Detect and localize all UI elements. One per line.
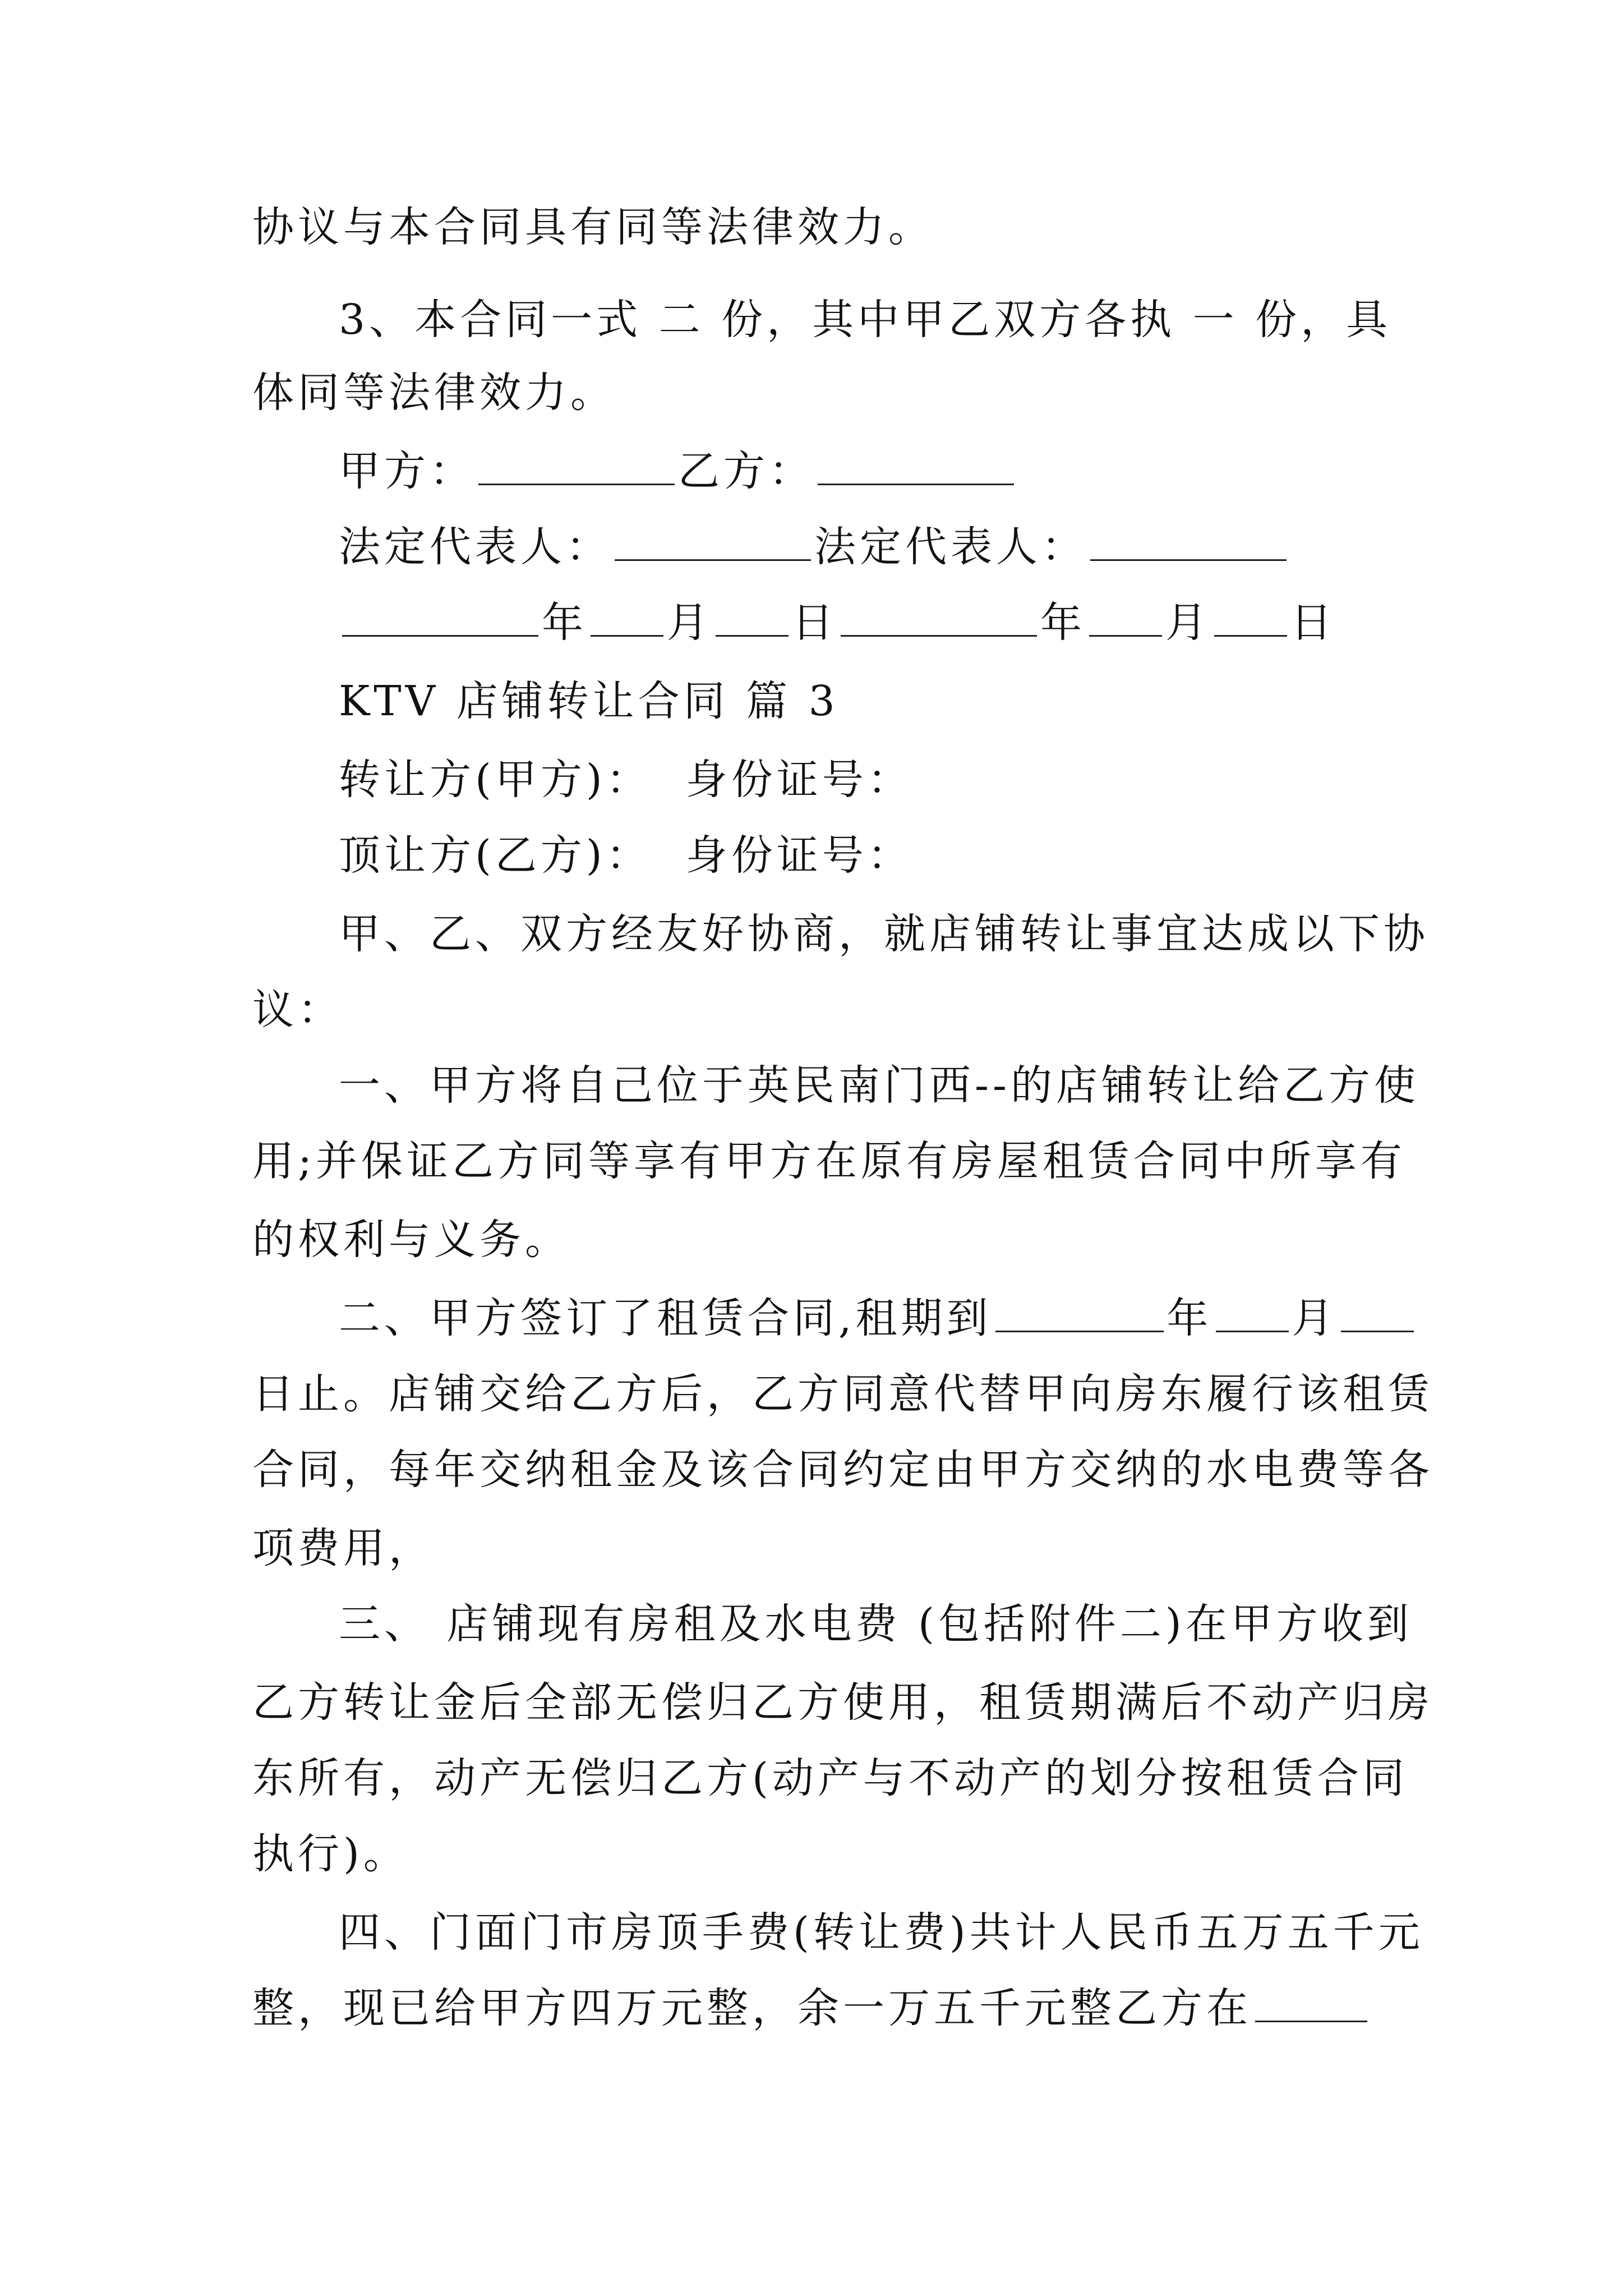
text: 执行)。 [252, 1830, 409, 1878]
signature-line-representative [339, 519, 1290, 575]
month-a-blank [591, 596, 663, 637]
text: 甲、乙、双方经友好协商，就店铺转让事宜达成以下协 [339, 910, 1429, 958]
paragraph-line [339, 906, 1429, 962]
text: 议： [252, 986, 343, 1034]
month-label: 月 [1165, 599, 1211, 647]
paragraph-line [252, 1520, 434, 1576]
text: 乙方转让金后全部无偿归乙方使用，租赁期满后不动产归房 [252, 1678, 1433, 1727]
paragraph-line [252, 199, 934, 255]
paragraph-line [252, 982, 343, 1038]
party-b-label: 乙方： [678, 447, 814, 495]
paragraph-line [339, 1057, 1420, 1114]
paragraph-line [252, 1442, 1433, 1498]
month-label: 月 [667, 599, 712, 647]
year-a-blank [342, 596, 538, 637]
text: 三、 店铺现有房租及水电费 (包括附件二)在甲方收到 [339, 1600, 1413, 1648]
text: 整，现已给甲方四万元整，余一万五千元整乙方在 [252, 1984, 1252, 2032]
rep-b-label: 法定代表人： [814, 523, 1087, 571]
text: 二、甲方签订了租赁合同,租期到 [339, 1294, 992, 1342]
paragraph-line [252, 1212, 570, 1268]
lease-month-blank [1216, 1291, 1289, 1332]
text: 项费用， [252, 1524, 434, 1572]
paragraph-line [252, 1366, 1433, 1422]
paragraph-line [339, 1290, 1417, 1346]
paragraph-line [252, 1674, 1433, 1731]
text: 的权利与义务。 [252, 1216, 570, 1264]
month-label: 月 [1292, 1294, 1338, 1342]
rep-a-blank [615, 520, 811, 561]
year-b-blank [841, 596, 1037, 637]
paragraph-line [252, 1133, 1406, 1189]
section-heading [339, 673, 839, 729]
text: 一、甲方将自己位于英民南门西--的店铺转让给乙方使 [339, 1061, 1420, 1110]
paragraph-line [252, 365, 616, 421]
paragraph-line [252, 1826, 409, 1882]
text: 日止。店铺交给乙方后，乙方同意代替甲向房东履行该租赁 [252, 1370, 1433, 1418]
year-label: 年 [1166, 1294, 1212, 1342]
paragraph-line [339, 1596, 1413, 1652]
party-a-label: 甲方： [339, 447, 475, 495]
text: 用;并保证乙方同等享有甲方在原有房屋租赁合同中所享有 [252, 1137, 1406, 1185]
paragraph-line [339, 827, 913, 884]
signature-line-party [339, 443, 1017, 499]
text: 顶让方(乙方)： 身份证号： [339, 831, 913, 880]
paragraph-line [252, 1980, 1371, 2036]
paragraph-line [252, 1750, 1408, 1806]
party-a-blank [478, 444, 675, 485]
text: 3、本合同一式 二 份，其中甲乙双方各执 一 份，具 [339, 296, 1392, 344]
lease-year-blank [995, 1291, 1164, 1332]
payment-date-blank [1255, 1981, 1367, 2022]
text: 东所有，动产无偿归乙方(动产与不动产的划分按租赁合同 [252, 1754, 1408, 1802]
year-label: 年 [1040, 599, 1086, 647]
lease-day-blank [1341, 1291, 1414, 1332]
paragraph-line [339, 752, 913, 808]
rep-b-blank [1090, 520, 1287, 561]
text: 转让方(甲方)： 身份证号： [339, 756, 913, 804]
day-b-blank [1214, 596, 1287, 637]
text: 四、门面门市房顶手费(转让费)共计人民币五万五千元 [339, 1908, 1424, 1957]
text: 协议与本合同具有同等法律效力。 [252, 203, 934, 251]
paragraph-line [339, 1904, 1424, 1961]
text: 合同，每年交纳租金及该合同约定由甲方交纳的水电费等各 [252, 1446, 1433, 1494]
month-b-blank [1089, 596, 1162, 637]
party-b-blank [818, 444, 1014, 485]
signature-line-date [339, 595, 1336, 651]
year-label: 年 [542, 599, 587, 647]
day-label: 日 [792, 599, 837, 647]
day-a-blank [716, 596, 789, 637]
rep-a-label: 法定代表人： [339, 523, 611, 571]
paragraph-line [339, 292, 1392, 348]
day-label: 日 [1290, 599, 1336, 647]
text: KTV 店铺转让合同 篇 3 [339, 677, 839, 725]
text: 体同等法律效力。 [252, 369, 616, 417]
